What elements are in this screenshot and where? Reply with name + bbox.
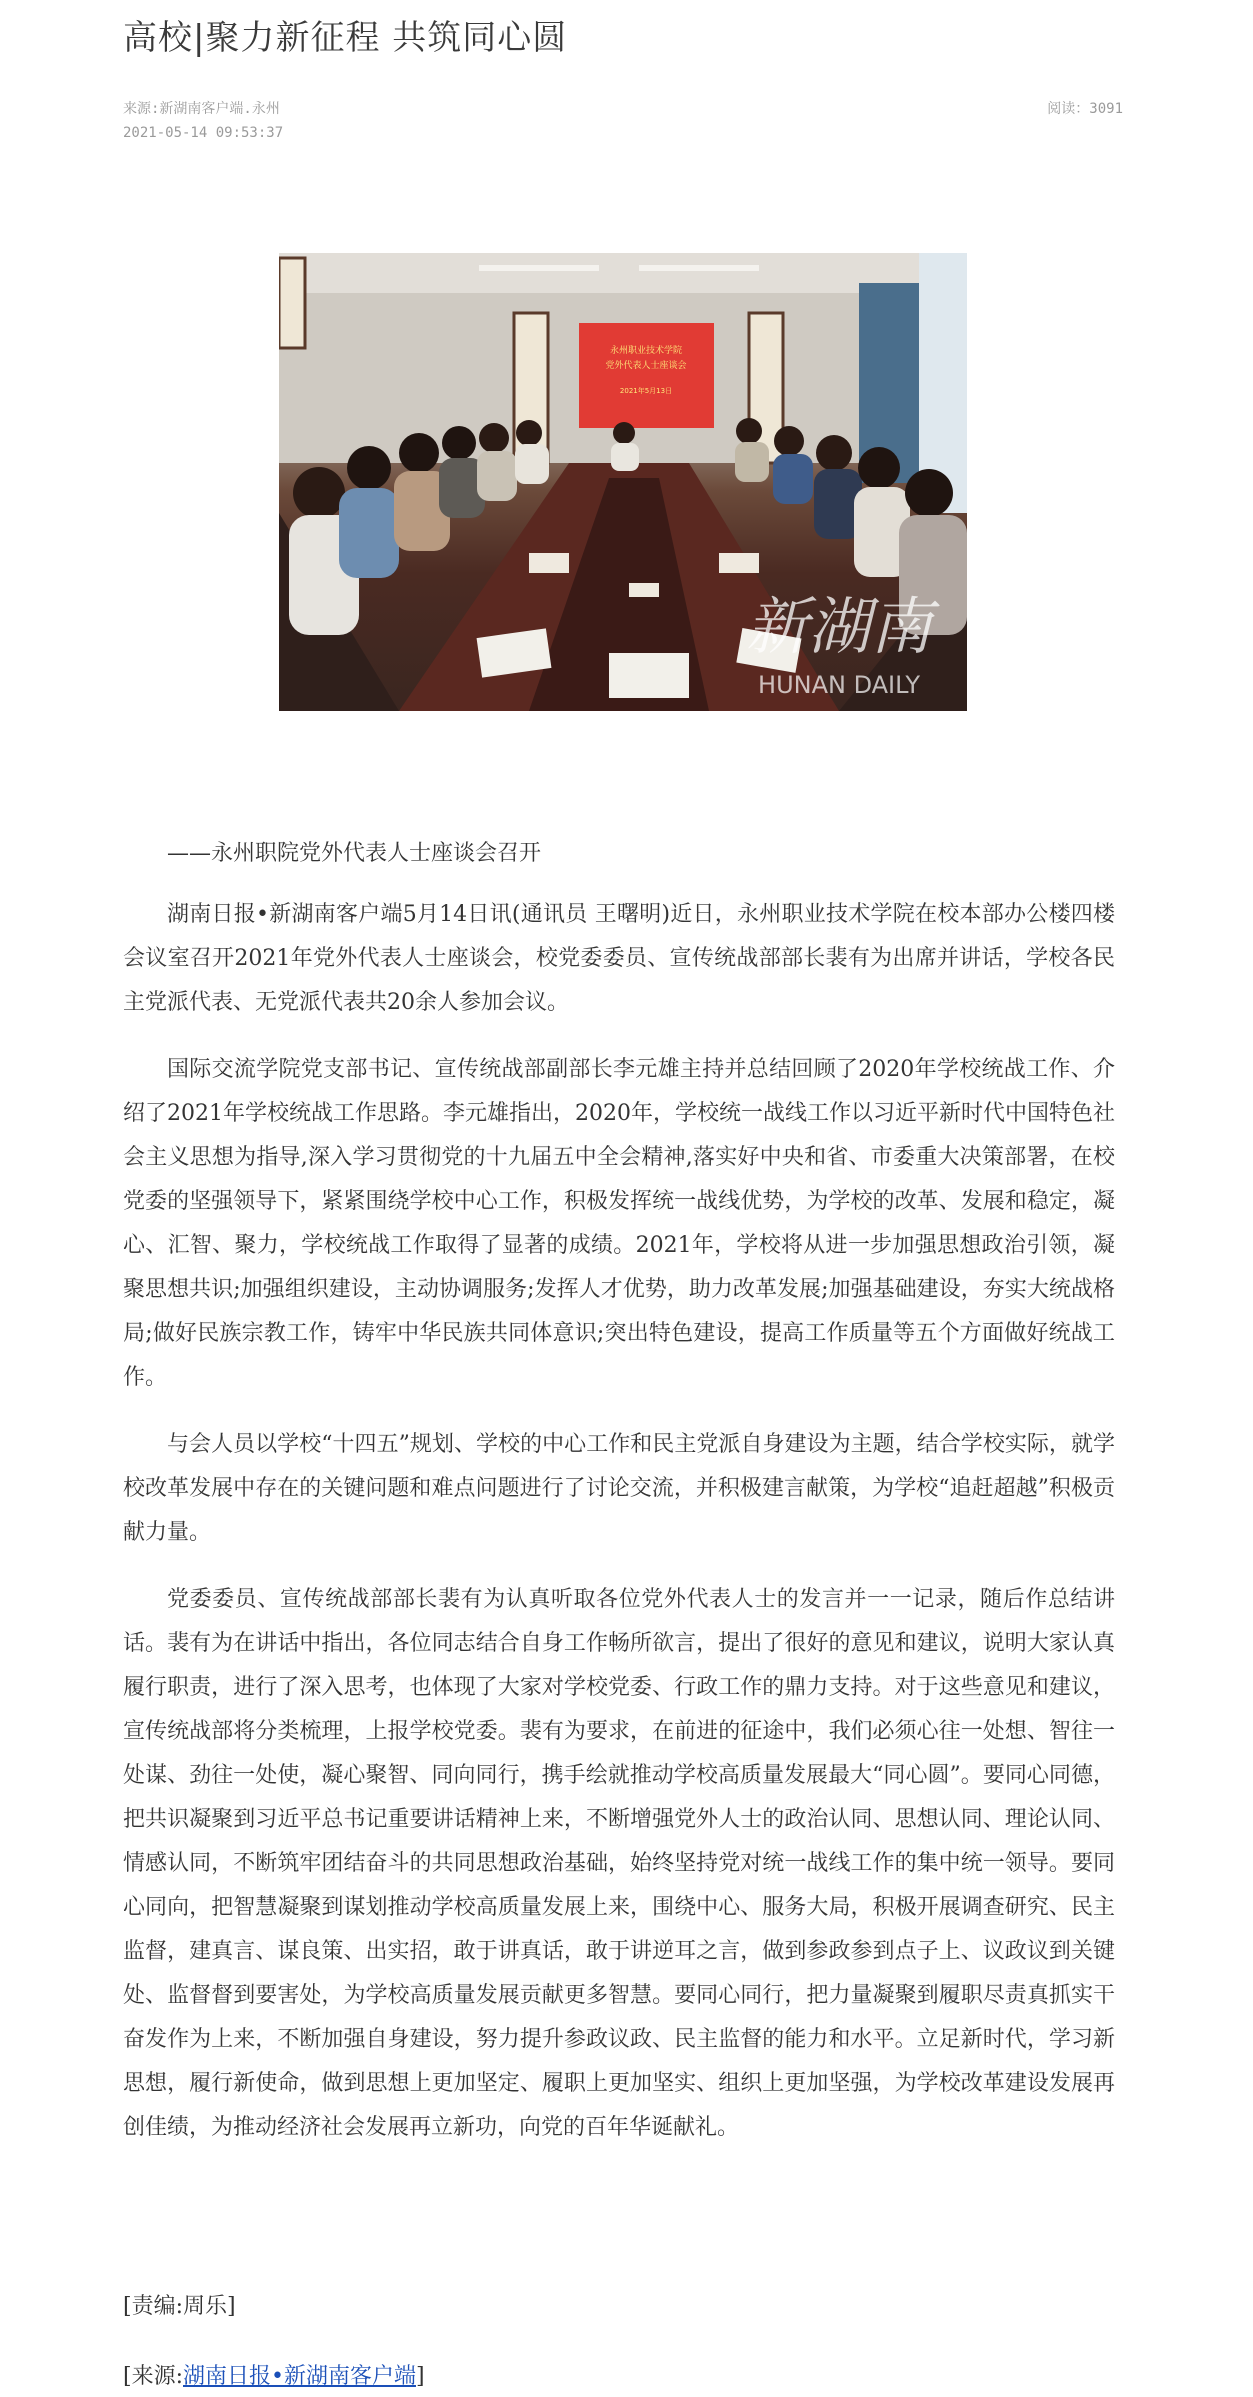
article-paragraph: 国际交流学院党支部书记、宣传统战部副部长李元雄主持并总结回顾了2020年学校统战工作、介绍了2021年学校统战工作思路。李元雄指出，2020年，学校统一战线工作以习近平新时代中国特色社会主义思想为指导,深入学习贯彻党的十九届五中全会精神,落实好中央和省、市委重大决策部署，在校党委的坚强领导下，紧紧围绕学校中心工作，积极发挥统一战线优势，为学校的改革、发展和稳定，凝心、汇智、聚力，学校统战工作取得了显著的成绩。2021年，学校将从进一步加强思想政治引领，凝聚思想共识;加强组织建设，主动协调服务;发挥人才优势，助力改革发展;加强基础建设，夯实大统战格局;做好民族宗教工作，铸牢中华民族共同体意识;突出特色建设，提高工作质量等五个方面做好统战工作。 xyxy=(123,1057,1115,1390)
watermark-logo: 新湖南 xyxy=(745,590,933,663)
source-link[interactable]: 湖南日报•新湖南客户端 xyxy=(183,2364,416,2389)
article-paragraph: 湖南日报•新湖南客户端5月14日讯(通讯员 王曙明)近日，永州职业技术学院在校本部办公楼四楼会议室召开2021年党外代表人士座谈会，校党委委员、宣传统战部部长裴有为出席并讲话，学校各民主党派代表、无党派代表共20余人参加会议。 xyxy=(123,902,1115,1015)
source-line: 来源:新湖南客户端.永州 xyxy=(123,101,280,117)
article-body xyxy=(123,832,1115,2173)
article-title: 高校|聚力新征程 共筑同心圆 xyxy=(123,18,568,58)
read-count: 阅读：3091 xyxy=(1047,101,1123,117)
publish-datetime: 2021-05-14 09:53:37 xyxy=(123,125,284,141)
screen-title-1: 永州职业技术学院 xyxy=(609,346,683,356)
article-paragraph: 党委委员、宣传统战部部长裴有为认真听取各位党外代表人士的发言并一一记录，随后作总结讲话。裴有为在讲话中指出，各位同志结合自身工作畅所欲言，提出了很好的意见和建议，说明大家认真履行职责，进行了深入思考，也体现了大家对学校党委、行政工作的鼎力支持。对于这些意见和建议，宣传统战部将分类梳理，上报学校党委。裴有为要求，在前进的征途中，我们必须心往一处想、智往一处谋、劲往一处使，凝心聚智、同向同行，携手绘就推动学校高质量发展最大“同心圆”。要同心同德，把共识凝聚到习近平总书记重要讲话精神上来，不断增强党外人士的政治认同、思想认同、理论认同、情感认同，不断筑牢团结奋斗的共同思想政治基础，始终坚持党对统一战线工作的集中统一领导。要同心同向，把智慧凝聚到谋划推动学校高质量发展上来，围绕中心、服务大局，积极开展调查研究、民主监督，建真言、谋良策、出实招，敢于讲真话，敢于讲逆耳之言，做到参政参到点子上、议政议到关键处、监督督到要害处，为学校高质量发展贡献更多智慧。要同心同行，把力量凝聚到履职尽责真抓实干奋发作为上来，不断加强自身建设，努力提升参政议政、民主监督的能力和水平。立足新时代，学习新思想，履行新使命，做到思想上更加坚定、履职上更加坚实、组织上更加坚强，为学校改革建设发展再创佳绩，为推动经济社会发展再立新功，向党的百年华诞献礼。 xyxy=(123,1587,1115,2140)
screen-title-2: 党外代表人士座谈会 xyxy=(605,361,687,371)
meeting-photo xyxy=(279,253,967,711)
source-suffix: ] xyxy=(415,2364,425,2389)
watermark-en: HUNAN DAILY xyxy=(758,671,920,699)
meeting-photo-illustration xyxy=(279,253,967,711)
editor-credit: [责编:周乐] xyxy=(123,2294,236,2319)
source-prefix: [来源: xyxy=(123,2364,183,2389)
article-paragraph: 与会人员以学校“十四五”规划、学校的中心工作和民主党派自身建设为主题，结合学校实际，就学校改革发展中存在的关键问题和难点问题进行了讨论交流，并积极建言献策，为学校“追赶超越”积极贡献力量。 xyxy=(123,1432,1115,1545)
screen-date: 2021年5月13日 xyxy=(619,387,673,395)
source-credit xyxy=(123,2358,425,2396)
article-subtitle: ——永州职院党外代表人士座谈会召开 xyxy=(167,841,542,866)
